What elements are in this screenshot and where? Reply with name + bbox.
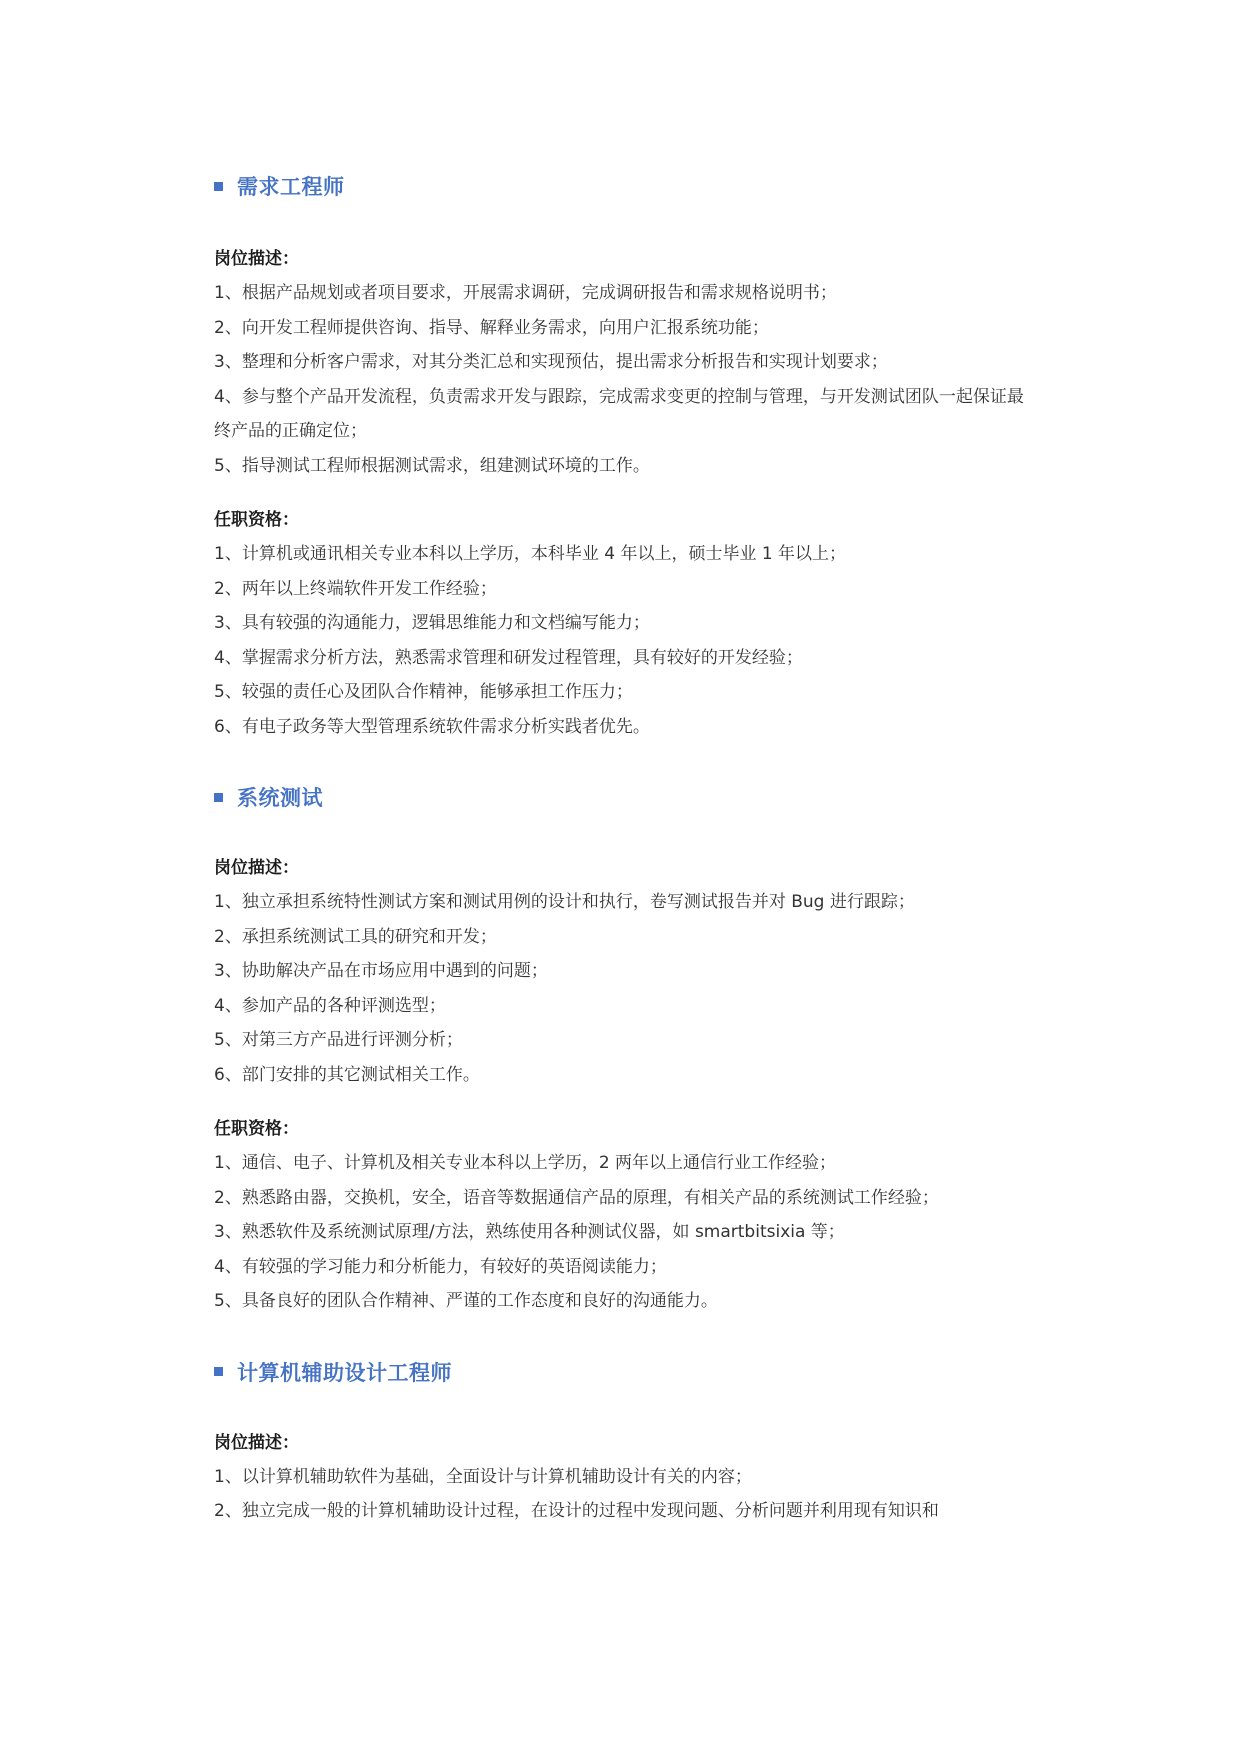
list-item: 5、指导测试工程师根据测试需求，组建测试环境的工作。 — [214, 455, 650, 476]
list-item: 6、有电子政务等大型管理系统软件需求分析实践者优先。 — [214, 716, 650, 737]
list-item: 4、参与整个产品开发流程，负责需求开发与跟踪，完成需求变更的控制与管理，与开发测试团队一起保证最终产品的正确定位； — [214, 386, 1024, 441]
section-requirements-engineer — [214, 170, 1034, 744]
section-system-testing — [214, 781, 1034, 1319]
list-item: 2、熟悉路由器，交换机，安全，语音等数据通信产品的原理，有相关产品的系统测试工作经验； — [214, 1187, 939, 1208]
list-item: 2、向开发工程师提供咨询、指导、解释业务需求，向用户汇报系统功能； — [214, 317, 769, 338]
list-item: 1、计算机或通讯相关专业本科以上学历，本科毕业 4 年以上，硕士毕业 1 年以上； — [214, 544, 847, 564]
section-cad-engineer — [214, 1356, 1034, 1529]
duties-label: 岗位描述： — [214, 858, 299, 878]
list-item: 5、较强的责任心及团队合作精神，能够承担工作压力； — [214, 682, 633, 702]
duties-label: 岗位描述： — [214, 1432, 299, 1453]
duties-label: 岗位描述： — [214, 249, 299, 269]
list-item: 4、掌握需求分析方法，熟悉需求管理和研发过程管理，具有较好的开发经验； — [214, 647, 803, 668]
qualifications-label: 任职资格： — [214, 510, 299, 530]
list-item: 6、部门安排的其它测试相关工作。 — [214, 1064, 480, 1085]
section-heading — [214, 170, 1034, 202]
list-item: 1、根据产品规划或者项目要求，开展需求调研，完成调研报告和需求规格说明书； — [214, 283, 837, 303]
list-item: 1、以计算机辅助软件为基础，全面设计与计算机辅助设计有关的内容； — [214, 1466, 752, 1487]
square-bullet-icon — [214, 1367, 223, 1376]
list-item: 2、两年以上终端软件开发工作经验； — [214, 578, 497, 599]
list-item: 1、独立承担系统特性测试方案和测试用例的设计和执行，卷写测试报告并对 Bug 进行跟踪； — [214, 892, 915, 912]
section-heading — [214, 1356, 1034, 1388]
section-title: 需求工程师 — [237, 175, 345, 199]
list-item: 5、对第三方产品进行评测分析； — [214, 1030, 463, 1050]
list-item: 3、具有较强的沟通能力，逻辑思维能力和文档编写能力； — [214, 613, 650, 633]
list-item: 2、独立完成一般的计算机辅助设计过程，在设计的过程中发现问题、分析问题并利用现有知识和 — [214, 1501, 939, 1521]
list-item: 4、有较强的学习能力和分析能力，有较好的英语阅读能力； — [214, 1256, 667, 1277]
document-page — [214, 170, 1034, 1529]
section-title: 系统测试 — [237, 786, 323, 810]
qualifications-label: 任职资格： — [214, 1119, 299, 1139]
list-item: 3、协助解决产品在市场应用中遇到的问题； — [214, 961, 548, 981]
section-heading — [214, 781, 1034, 813]
list-item: 5、具备良好的团队合作精神、严谨的工作态度和良好的沟通能力。 — [214, 1291, 718, 1311]
list-item: 3、熟悉软件及系统测试原理/方法，熟练使用各种测试仪器，如 smartbitsixia 等； — [214, 1222, 845, 1242]
square-bullet-icon — [214, 182, 223, 191]
list-item: 4、参加产品的各种评测选型； — [214, 995, 446, 1016]
list-item: 2、承担系统测试工具的研究和开发； — [214, 926, 497, 947]
list-item: 1、通信、电子、计算机及相关专业本科以上学历，2 两年以上通信行业工作经验； — [214, 1153, 837, 1173]
list-item: 3、整理和分析客户需求，对其分类汇总和实现预估，提出需求分析报告和实现计划要求； — [214, 352, 888, 372]
section-title: 计算机辅助设计工程师 — [237, 1360, 452, 1385]
square-bullet-icon — [214, 793, 223, 802]
